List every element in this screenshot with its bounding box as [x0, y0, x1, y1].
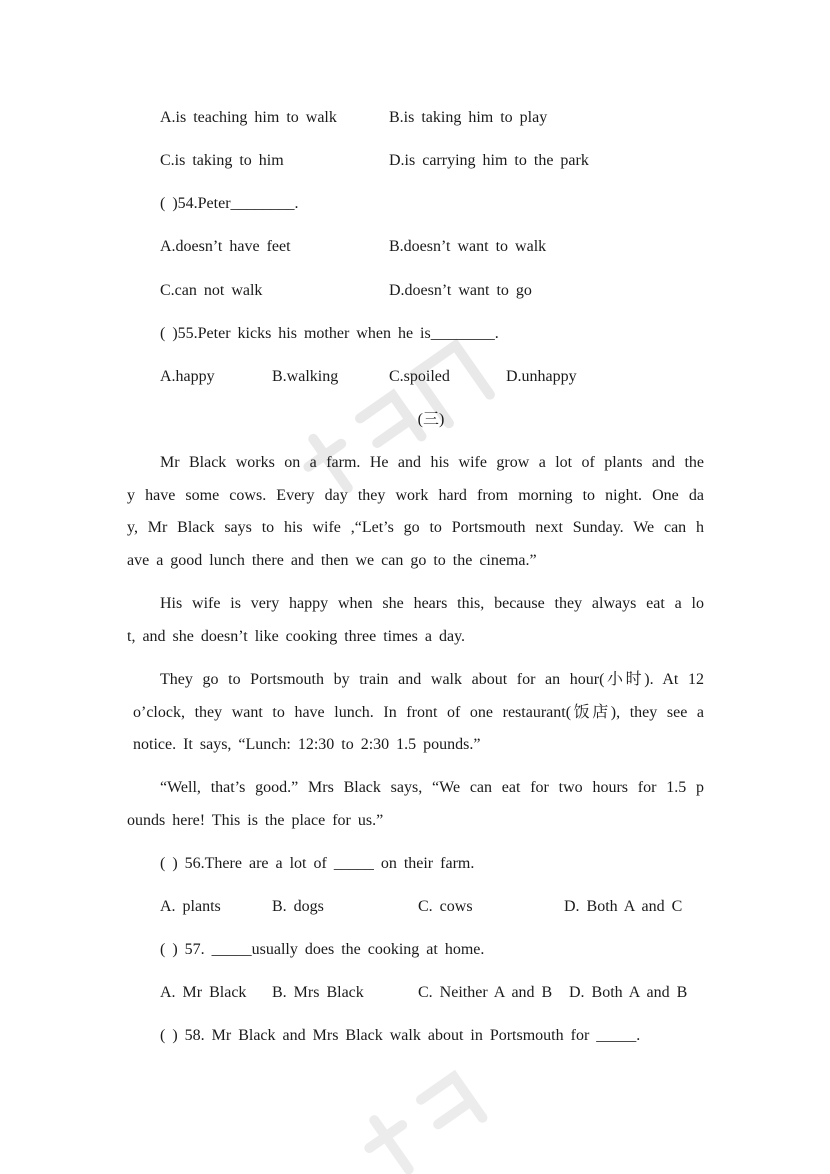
q54-option-c: C.can not walk: [160, 282, 263, 299]
q54-option-b: B.doesn’t want to walk: [389, 238, 547, 255]
q54-option-d: D.doesn’t want to go: [389, 282, 532, 299]
q56-option-d: D. Both A and C: [564, 898, 683, 915]
passage-p3-line: They go to Portsmouth by train and walk about for an hour(小时). At 12: [160, 671, 704, 688]
passage-p1-line: Mr Black works on a farm. He and his wife grow a lot of plants and the: [160, 454, 704, 471]
q58-question: ( ) 58. Mr Black and Mrs Black walk about in Portsmouth for _____.: [160, 1027, 641, 1044]
q53-option-b: B.is taking him to play: [389, 109, 548, 126]
passage-p2-line: His wife is very happy when she hears this, because they always eat a lo: [160, 595, 704, 612]
q56-option-b: B. dogs: [272, 898, 324, 915]
q53-option-a: A.is teaching him to walk: [160, 109, 337, 126]
q57-option-d: D. Both A and B: [569, 984, 688, 1001]
q57-option-a: A. Mr Black: [160, 984, 247, 1001]
passage-p4-line: “Well, that’s good.” Mrs Black says, “We can eat for two hours for 1.5 p: [160, 779, 704, 796]
q55-option-a: A.happy: [160, 368, 215, 385]
q55-option-d: D.unhappy: [506, 368, 577, 385]
q55-option-c: C.spoiled: [389, 368, 450, 385]
q57-option-b: B. Mrs Black: [272, 984, 364, 1001]
q57-question: ( ) 57. _____usually does the cooking at home.: [160, 941, 485, 958]
passage-p3-line: o’clock, they want to have lunch. In front of one restaurant(饭店), they see a: [133, 704, 704, 721]
q55-question: ( )55.Peter kicks his mother when he is________.: [160, 325, 499, 342]
passage-p1-line: y have some cows. Every day they work hard from morning to night. One da: [127, 487, 704, 504]
q53-option-d: D.is carrying him to the park: [389, 152, 589, 169]
q57-option-c: C. Neither A and B: [418, 984, 553, 1001]
q56-question: ( ) 56.There are a lot of _____ on their farm.: [160, 855, 475, 872]
passage-p1-line: ave a good lunch there and then we can go to the cinema.”: [127, 552, 537, 569]
q56-option-c: C. cows: [418, 898, 473, 915]
q54-option-a: A.doesn’t have feet: [160, 238, 291, 255]
q56-option-a: A. plants: [160, 898, 221, 915]
q55-option-b: B.walking: [272, 368, 339, 385]
section-heading: (三): [417, 411, 445, 428]
passage-p2-line: t, and she doesn’t like cooking three times a day.: [127, 628, 466, 645]
passage-p3-line: notice. It says, “Lunch: 12:30 to 2:30 1.5 pounds.”: [133, 736, 481, 753]
passage-p4-line: ounds here! This is the place for us.”: [127, 812, 384, 829]
q54-question: ( )54.Peter________.: [160, 195, 299, 212]
passage-p1-line: y, Mr Black says to his wife ,“Let’s go to Portsmouth next Sunday. We can h: [127, 519, 704, 536]
q53-option-c: C.is taking to him: [160, 152, 284, 169]
